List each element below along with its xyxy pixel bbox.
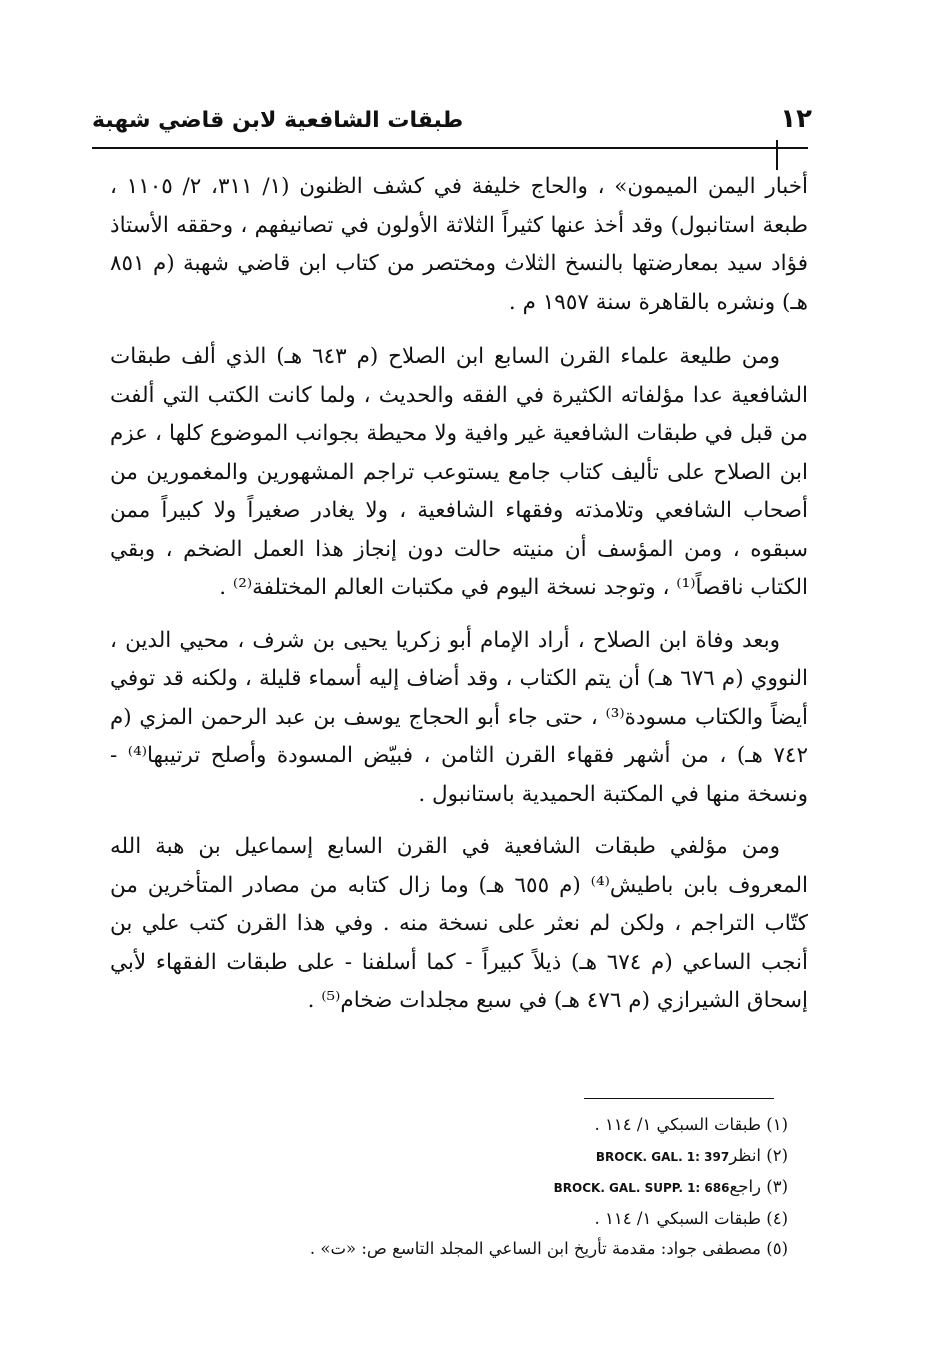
- body-text: [110, 168, 808, 1021]
- footnote-reference: BROCK. GAL. SUPP. 1: 686: [553, 1181, 730, 1195]
- running-title: طبقات الشافعية لابن قاضي شهبة: [92, 108, 464, 133]
- footnote: [150, 1234, 788, 1265]
- footnote-text: (٥) مصطفى جواد: مقدمة تأريخ ابن الساعي المجلد التاسع ص: «ت» .: [309, 1239, 788, 1258]
- footnote: [150, 1110, 788, 1141]
- footnotes: [150, 1110, 788, 1265]
- footnote: [150, 1172, 788, 1204]
- paragraph: وبعد وفاة ابن الصلاح ، أراد الإمام أبو زكريا يحيى بن شرف ، محيي الدين ، النووي (م ٦٧٦ هـ) أن يتم الكتاب ، وقد أضاف إليه أسماء قليلة ، ولكنه قد توفي أيضاً والكتاب مسودة⁽³⁾ ، حتى جاء أبو الحجاج يوسف بن عبد الرحمن المزي (م ٧٤٢ هـ) ، من أشهر فقهاء القرن الثامن ، فبيّض المسودة وأصلح ترتيبها⁽⁴⁾ - ونسخة منها في المكتبة الحميدية باستانبول .: [110, 627, 808, 807]
- paragraph: أخبار اليمن الميمون» ، والحاج خليفة في كشف الظنون (١/ ٣١١، ٢/ ١١٠٥ ، طبعة استانبول) وقد أخذ عنها كثيراً الثلاثة الأولون في تصانيفهم ، وحققه الأستاذ فؤاد سيد بمعارضتها بالنسخ الثلاث ومختصر من كتاب ابن قاضي شهبة (م ٨٥١ هـ) ونشره بالقاهرة سنة ١٩٥٧ م .: [110, 174, 809, 315]
- footnote-text: (٣) راجع: [729, 1177, 788, 1196]
- footnote: [150, 1141, 788, 1173]
- footnote-text: (١) طبقات السبكي ١/ ١١٤ .: [594, 1115, 788, 1134]
- paragraph: ومن طليعة علماء القرن السابع ابن الصلاح (م ٦٤٣ هـ) الذي ألف طبقات الشافعية عدا مؤلفاته الكثيرة في الفقه والحديث ، ولما كانت الكتب التي ألفت من قبل في طبقات الشافعية غير وافية ولا محيطة بجوانب الموضوع كلها ، عزم ابن الصلاح على تأليف كتاب جامع يستوعب تراجم المشهورين والمغمورين من أصحاب الشافعي وتلامذته وفقهاء الشافعية ، ولا يغادر صغيراً ولا كبيراً ممن سبقوه ، ومن المؤسف أن منيته حالت دون إنجاز هذا العمل الضخم ، وبقي الكتاب ناقصاً⁽¹⁾ ، وتوجد نسخة اليوم في مكتبات العالم المختلفة⁽²⁾ .: [110, 344, 808, 600]
- page-number: ١٢: [780, 104, 812, 134]
- page-header: [92, 86, 812, 132]
- footnote: [150, 1204, 788, 1235]
- paragraph: ومن مؤلفي طبقات الشافعية في القرن السابع إسماعيل بن هبة الله المعروف بابن باطيش⁽⁴⁾ (م ٦٥٥ هـ) وما زال كتابه من مصادر المتأخرين من كتّاب التراجم ، ولكن لم نعثر على نسخة منه . وفي هذا القرن كتب علي بن أنجب الساعي (م ٦٧٤ هـ) ذيلاً كبيراً - كما أسلفنا - على طبقات الفقهاء لأبي إسحاق الشيرازي (م ٤٧٦ هـ) في سبع مجلدات ضخام⁽⁵⁾ .: [110, 834, 809, 1013]
- header-tick-mark: [776, 140, 778, 170]
- footnote-reference: BROCK. GAL. 1: 397: [595, 1149, 730, 1164]
- footnote-separator: [584, 1098, 774, 1099]
- header-rule: [92, 147, 808, 149]
- footnote-text: (٢) انظر: [729, 1145, 788, 1165]
- footnote-text: (٤) طبقات السبكي ١/ ١١٤ .: [594, 1208, 788, 1228]
